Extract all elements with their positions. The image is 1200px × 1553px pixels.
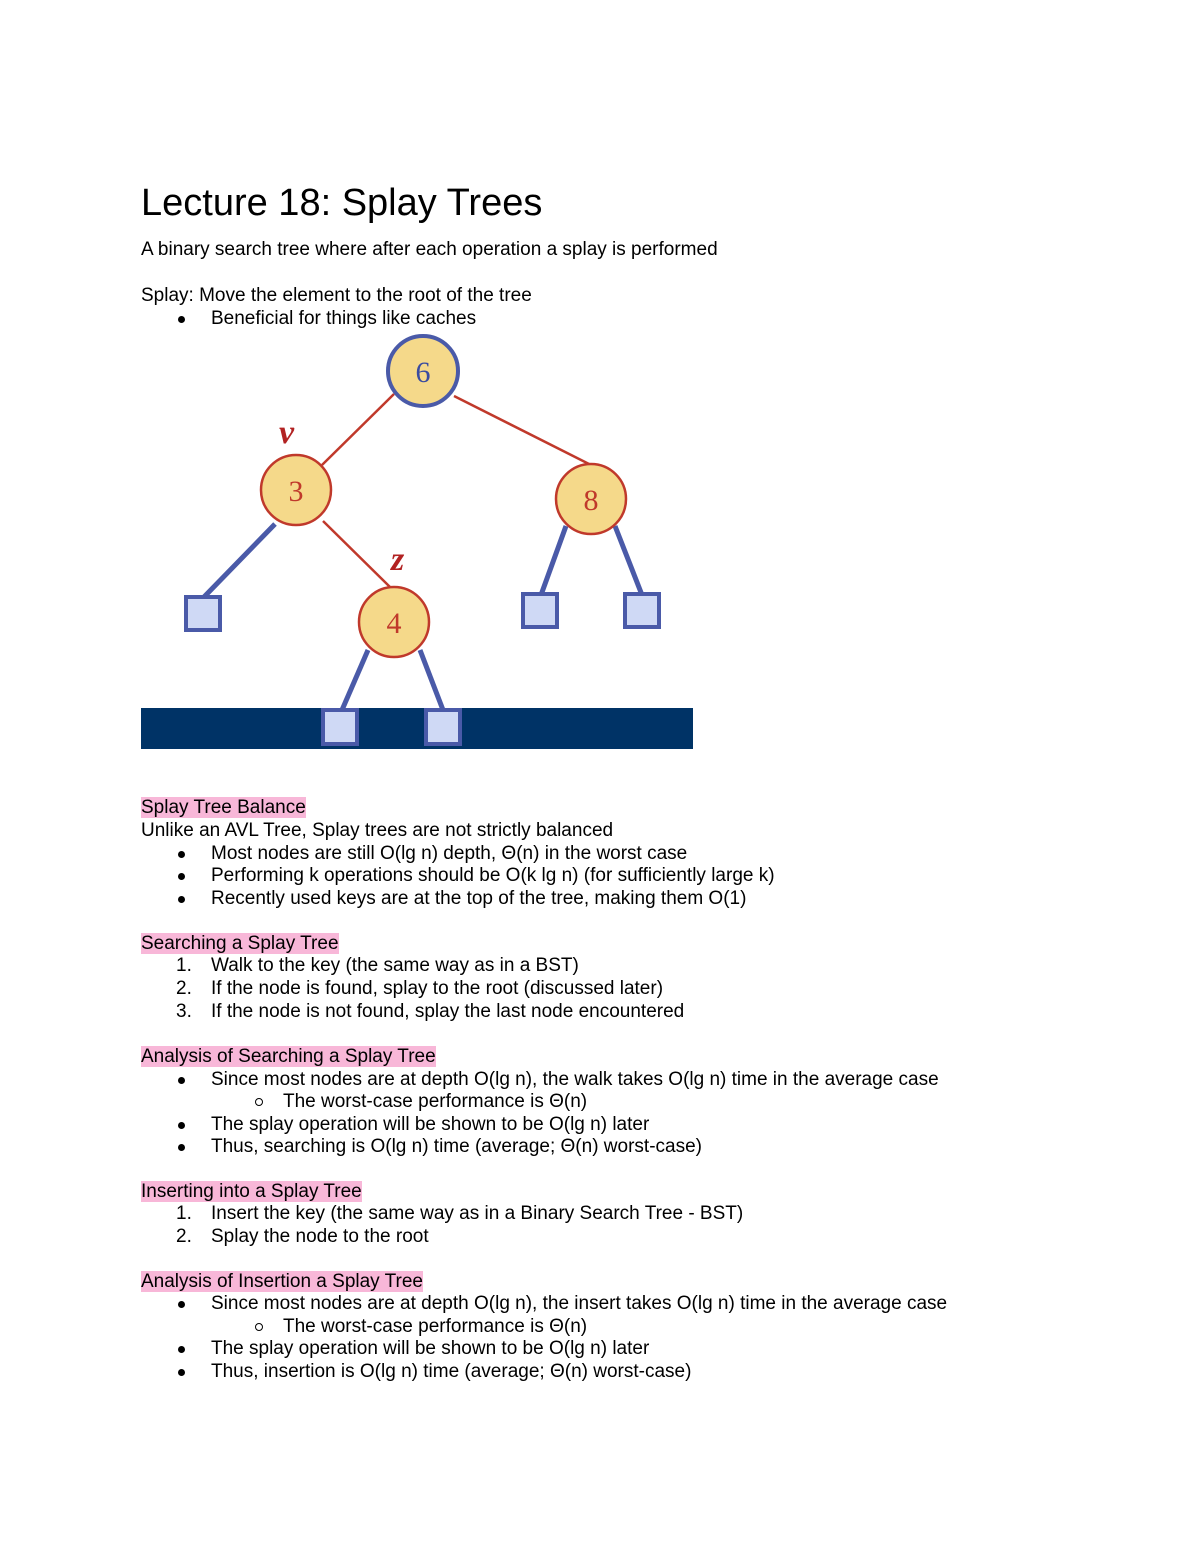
splay-bullet: Beneficial for things like caches [211,308,477,329]
node-label-3: 3 [288,475,304,508]
list-item: The splay operation will be shown to be O(lg n) later [211,1338,650,1359]
section-heading: Analysis of Insertion a Splay Tree [141,1271,423,1292]
page-title: Lecture 18: Splay Trees [141,182,543,224]
list-item: The splay operation will be shown to be O(lg n) later [211,1114,650,1135]
label-v: v [279,414,295,451]
edge-6-3 [322,394,394,465]
list-item: Since most nodes are at depth O(lg n), the walk takes O(lg n) time in the average case [211,1069,939,1090]
list-item: 1. Walk to the key (the same way as in a BST) [176,955,579,976]
section-lead: Unlike an AVL Tree, Splay trees are not strictly balanced [141,820,614,841]
edge-4-leaf-left [342,650,368,710]
section-heading: Inserting into a Splay Tree [141,1181,362,1202]
edge-3-leaf [203,524,275,598]
node-label-4: 4 [386,607,402,640]
list-item: 2. Splay the node to the root [176,1226,429,1247]
list-item: 2. If the node is found, splay to the root (discussed later) [176,978,664,999]
leaf-node [625,594,659,627]
list-item: Performing k operations should be O(k lg n) (for sufficiently large k) [211,865,775,886]
section-heading: Splay Tree Balance [141,797,306,818]
edge-3-4 [323,521,393,590]
section-heading: Analysis of Searching a Splay Tree [141,1046,436,1067]
list-item: 1. Insert the key (the same way as in a Binary Search Tree - BST) [176,1203,744,1224]
section-heading: Searching a Splay Tree [141,933,339,954]
label-z: z [391,541,405,578]
edge-4-leaf-right [420,650,443,710]
leaf-node [523,594,557,627]
list-item: Most nodes are still O(lg n) depth, Θ(n) in the worst case [211,843,688,864]
list-item: Recently used keys are at the top of the tree, making them O(1) [211,888,747,909]
leaf-node [426,710,460,744]
edge-8-leaf-left [541,526,566,595]
splay-tree-figure [141,330,701,755]
edge-6-8 [454,396,591,465]
list-item: Thus, searching is O(lg n) time (average; Θ(n) worst-case) [211,1136,702,1157]
list-item: 3. If the node is not found, splay the last node encountered [176,1001,685,1022]
edge-8-leaf-right [615,526,642,595]
leaf-node [323,710,357,744]
sub-list-item: The worst-case performance is Θ(n) [283,1316,588,1337]
intro-text: A binary search tree where after each operation a splay is performed [141,239,718,260]
splay-definition: Splay: Move the element to the root of the tree [141,285,532,306]
figure-bar [141,708,693,749]
sub-list-item: The worst-case performance is Θ(n) [283,1091,588,1112]
node-label-6: 6 [415,356,431,389]
leaf-node [186,597,220,630]
list-item: Thus, insertion is O(lg n) time (average; Θ(n) worst-case) [211,1361,692,1382]
list-item: Since most nodes are at depth O(lg n), the insert takes O(lg n) time in the average case [211,1293,948,1314]
node-label-8: 8 [583,484,599,517]
